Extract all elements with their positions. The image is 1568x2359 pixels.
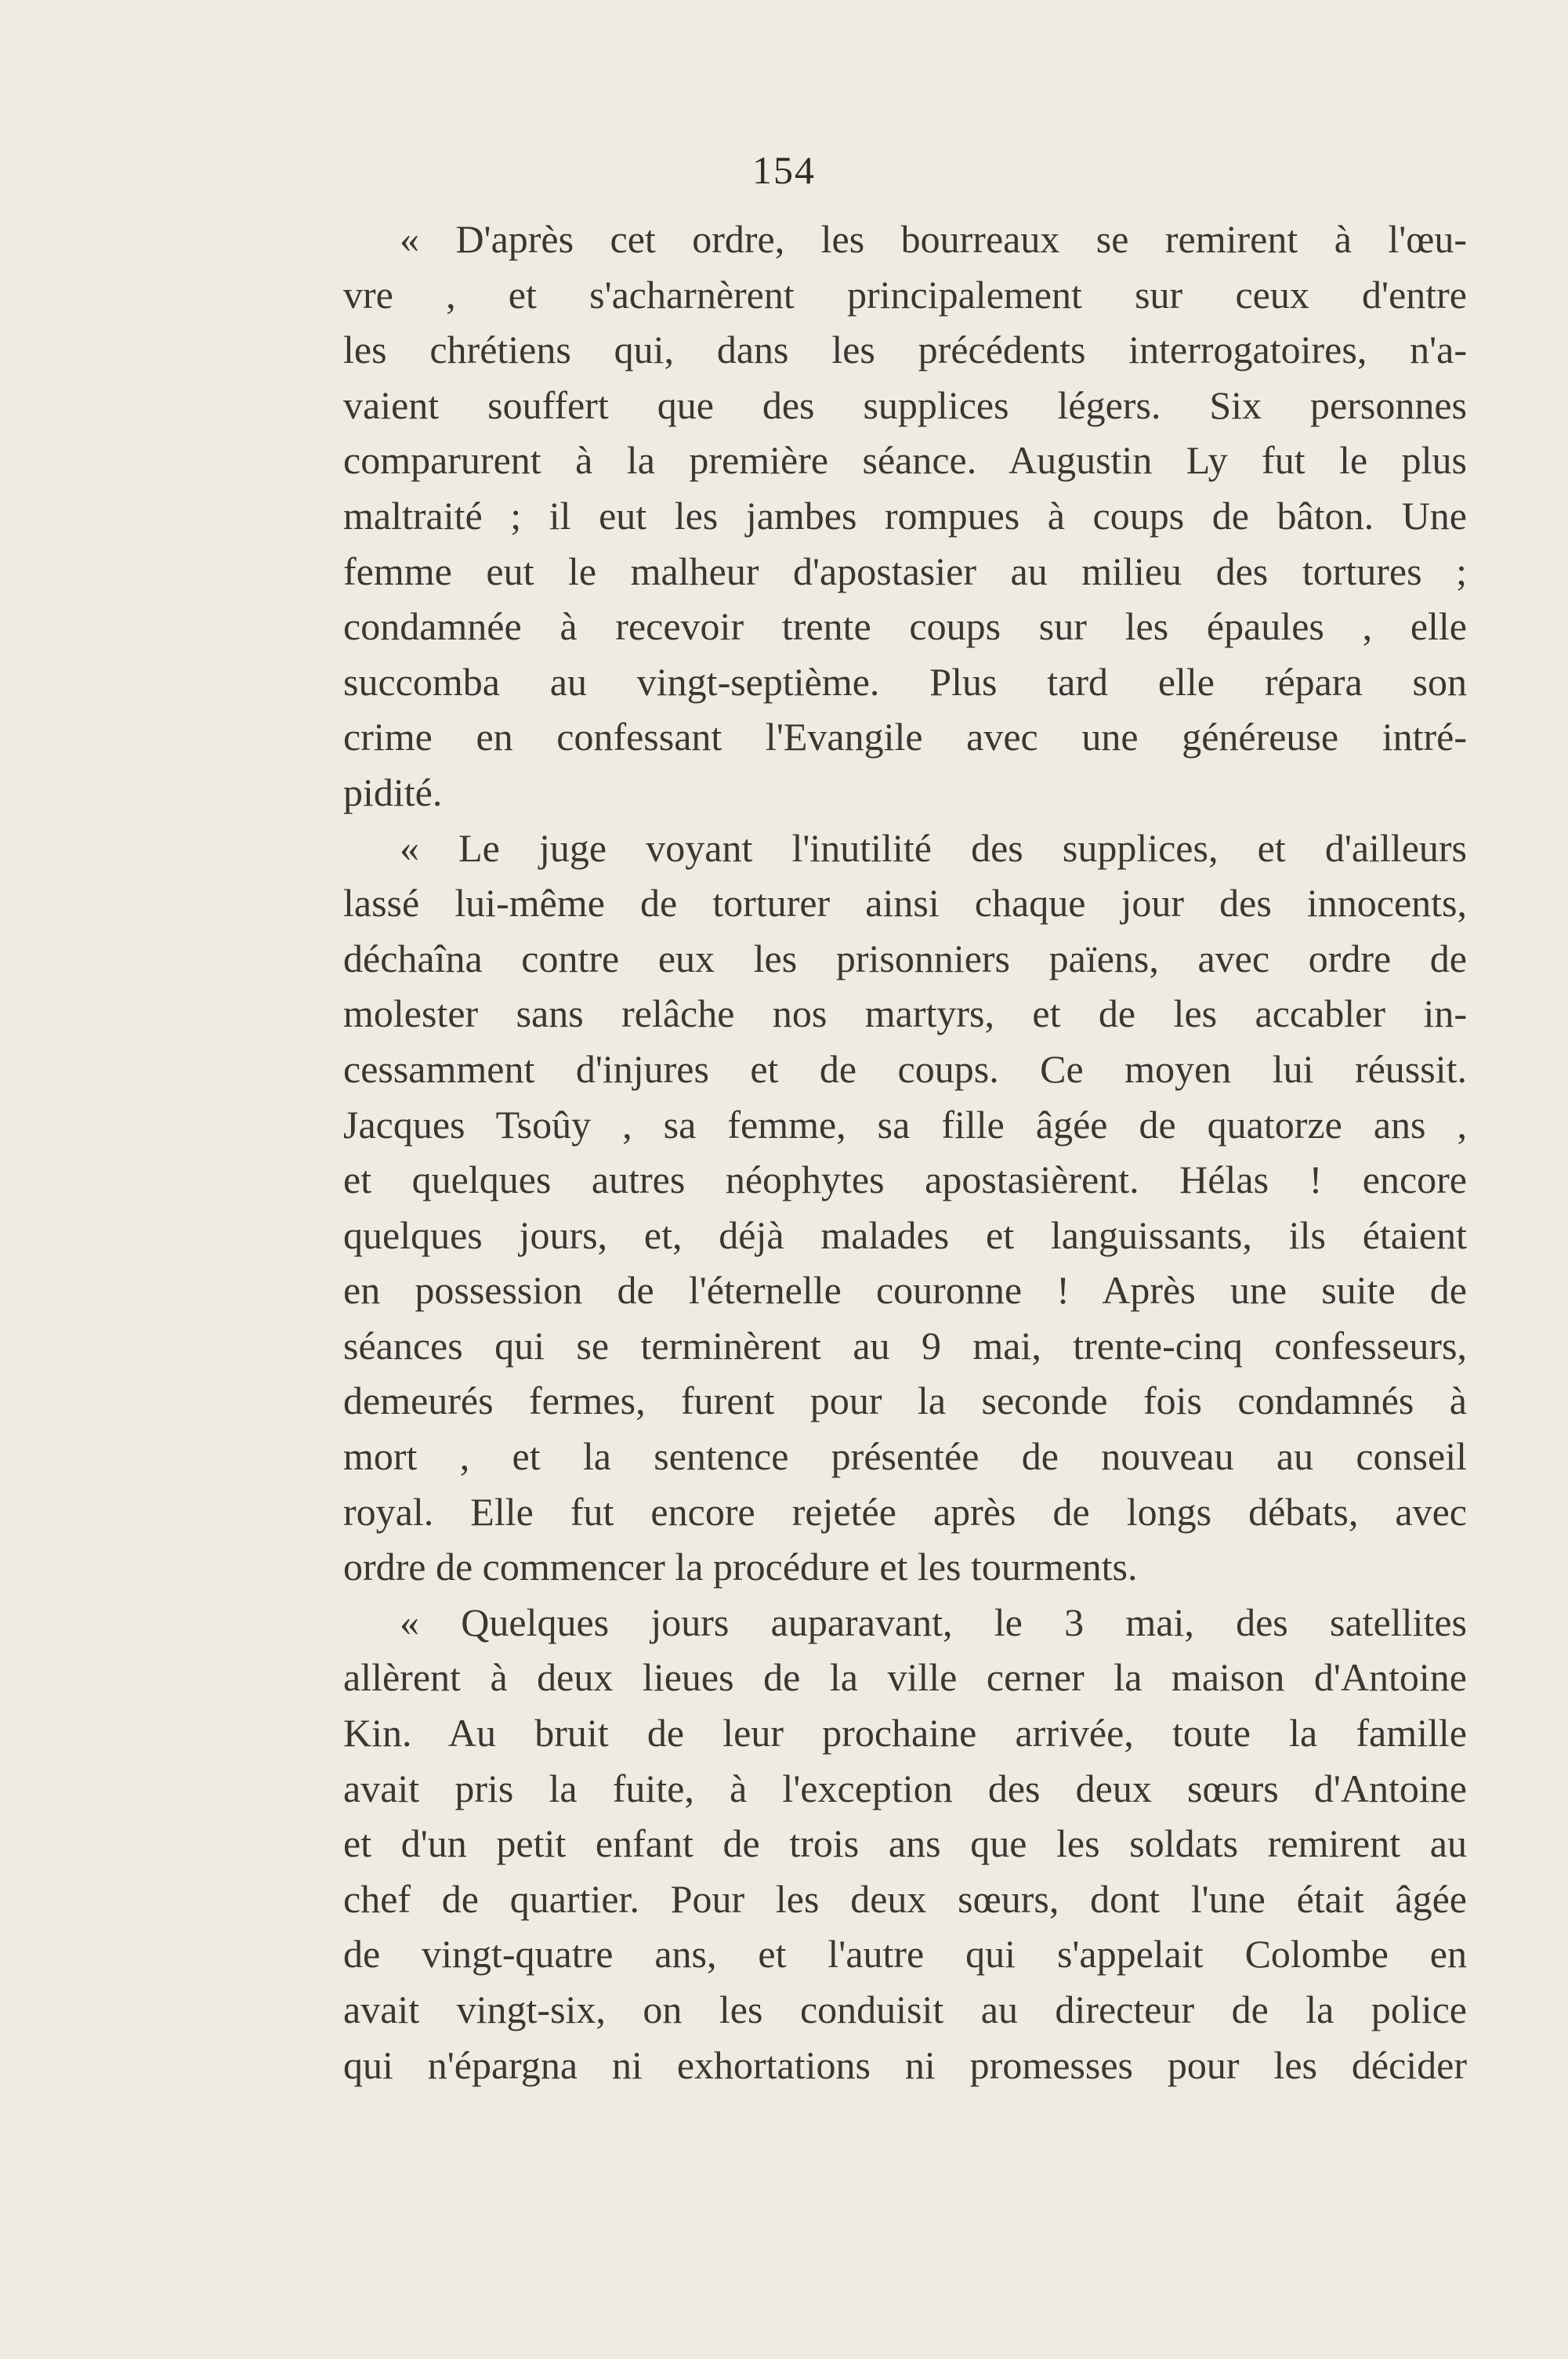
- text-line: avait vingt-six, on les conduisit au directeur de la police: [343, 1988, 1467, 2031]
- text-line: quelques jours, et, déjà malades et languissants, ils étaient: [343, 1212, 1467, 1257]
- text-line: en possession de l'éternelle couronne ! Après une suite de: [343, 1268, 1467, 1313]
- text-line: avait pris la fuite, à l'exception des deux sœurs d'Antoine: [343, 1766, 1467, 1810]
- text-line: « Le juge voyant l'inutilité des supplices, et d'ailleurs: [400, 825, 1467, 870]
- text-line: séances qui se terminèrent au 9 mai, trente-cinq confesseurs,: [343, 1323, 1467, 1368]
- text-line: et quelques autres néophytes apostasièrent. Hélas ! encore: [343, 1158, 1467, 1202]
- text-line: « D'après cet ordre, les bourreaux se remirent à l'œu-: [400, 217, 1467, 261]
- text-line: ordre de commencer la procédure et les tourments.: [343, 1545, 1138, 1589]
- text-line: maltraité ; il eut les jambes rompues à coups de bâton. Une: [343, 493, 1467, 538]
- text-line: crime en confessant l'Evangile avec une généreuse intré-: [343, 715, 1467, 759]
- text-line: vre , et s'acharnèrent principalement sur ceux d'entre: [343, 272, 1467, 317]
- text-line: les chrétiens qui, dans les précédents interrogatoires, n'a-: [343, 328, 1467, 372]
- text-line: qui n'épargna ni exhortations ni promesses pour les décider: [343, 2042, 1467, 2087]
- text-line: vaient souffert que des supplices légers. Six personnes: [343, 382, 1467, 427]
- body-text: [343, 212, 1467, 2093]
- text-line: cessamment d'injures et de coups. Ce moyen lui réussit.: [343, 1046, 1467, 1091]
- text-line: Jacques Tsoûy , sa femme, sa fille âgée de quatorze ans ,: [343, 1102, 1467, 1147]
- text-line: royal. Elle fut encore rejetée après de longs débats, avec: [343, 1489, 1467, 1534]
- text-line: « Quelques jours auparavant, le 3 mai, des satellites: [400, 1600, 1467, 1644]
- text-line: et d'un petit enfant de trois ans que les soldats remirent au: [343, 1821, 1467, 1866]
- text-line: molester sans relâche nos martyrs, et de les accabler in-: [343, 991, 1467, 1036]
- text-line: demeurés fermes, furent pour la seconde fois condamnés à: [343, 1379, 1467, 1423]
- text-line: condamnée à recevoir trente coups sur les épaules , elle: [343, 604, 1467, 649]
- text-line: femme eut le malheur d'apostasier au milieu des tortures ;: [343, 549, 1467, 593]
- text-line: de vingt-quatre ans, et l'autre qui s'appelait Colombe en: [343, 1932, 1467, 1977]
- text-line: allèrent à deux lieues de la ville cerner la maison d'Antoine: [343, 1655, 1467, 1700]
- text-line: comparurent à la première séance. Augustin Ly fut le plus: [343, 438, 1467, 483]
- text-line: lassé lui-même de torturer ainsi chaque jour des innocents,: [343, 881, 1467, 926]
- text-line: déchaîna contre eux les prisonniers païens, avec ordre de: [343, 936, 1467, 980]
- page-number: 154: [752, 148, 816, 192]
- text-line: succomba au vingt-septième. Plus tard elle répara son: [343, 659, 1467, 704]
- text-line: pidité.: [343, 770, 443, 814]
- text-line: mort , et la sentence présentée de nouveau au conseil: [343, 1434, 1467, 1479]
- text-line: Kin. Au bruit de leur prochaine arrivée, toute la famille: [343, 1711, 1467, 1756]
- text-line: chef de quartier. Pour les deux sœurs, dont l'une était âgée: [343, 1876, 1467, 1921]
